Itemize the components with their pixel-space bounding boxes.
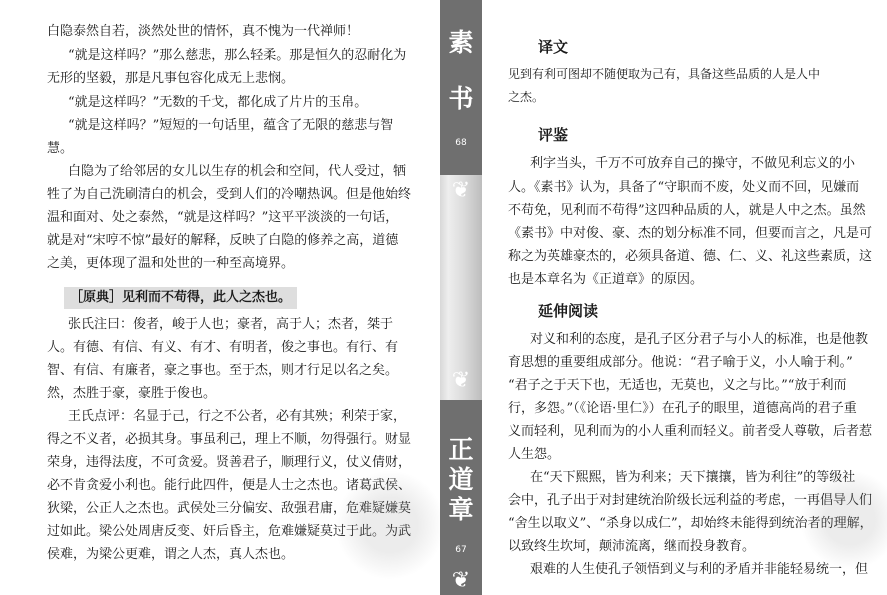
left-page	[0, 0, 440, 595]
text-line: “就是这样吗？”无数的千戈，都化成了片片的玉帛。	[68, 95, 368, 110]
text-line: 温和面对、处之泰然，“就是这样吗？”这平平淡淡的一句话，	[47, 210, 399, 225]
spine-title-char: 素	[448, 28, 474, 57]
section-heading-translation: 译文	[538, 38, 569, 56]
text-line: 会中，孔子出于对封建统治阶级长远利益的考虑，一再倡导人们	[508, 493, 873, 508]
text-line: 艰难的人生使孔子领悟到义与利的矛盾并非能轻易统一，但	[530, 562, 869, 577]
text-line: “就是这样吗？”短短的一句话里，蕴含了无限的慈悲与智	[68, 118, 394, 133]
text-line: 白隐为了给邻居的女儿以生存的机会和空间，代人受过，牺	[68, 164, 407, 179]
text-line: 慧。	[47, 141, 74, 156]
cloud-ornament-icon: ❦	[451, 568, 471, 593]
text-line: “君子之于天下也，无适也，无莫也，义之与比。”“放于利而	[508, 378, 847, 393]
watermark-seal	[800, 470, 887, 570]
text-line: 不苟免，见利而不苟得”这四种品质的人，就是人中之杰。虽然	[508, 203, 866, 218]
text-line: 人。《素书》认为，具备了“守职而不废，处义而不回，见嫌而	[508, 180, 860, 195]
source-text-heading: ［原典］见利而不苟得，此人之杰也。	[64, 287, 297, 309]
text-line: 以致终生坎坷，颠沛流离，继而投身教育。	[508, 539, 756, 554]
text-line: 王氏点评：名显于己，行之不公者，必有其殃；利荣于家，	[68, 409, 407, 424]
cloud-ornament-icon: ❦	[451, 178, 471, 203]
text-line: 人生怨。	[508, 447, 561, 462]
chapter-title-char: 道	[448, 465, 474, 494]
text-line: 见到有利可图却不随便取为己有，具备这些品质的人是人中	[508, 67, 821, 81]
text-line: 在“天下熙熙，皆为利来；天下攘攘，皆为利往”的等级社	[530, 470, 856, 485]
section-heading-commentary: 评鉴	[538, 126, 569, 144]
text-line: 智、有信、有廉者，豪之事也。至于杰，则才行足以名之矣。	[47, 363, 399, 378]
text-line: 称之为英雄豪杰的，必须具备道、德、仁、义、礼这些素质，这	[508, 249, 873, 264]
text-line: 然，杰胜于豪，豪胜于俊也。	[47, 386, 217, 401]
text-line: 之杰。	[508, 90, 545, 104]
text-line: “舍生以取义”、“杀身以成仁”，却始终未能得到统治者的理解，	[508, 516, 873, 531]
text-line: 牲了为自己洗刷清白的机会，受到人们的冷嘲热讽。但是他始终	[47, 187, 412, 202]
text-line: 必不肯贪爱小利也。能行此四件，便是人士之杰也。诸葛武侯、	[47, 478, 412, 493]
text-line: 得之不义者，必损其身。事虽利己，理上不顺，勿得强行。财显	[47, 432, 412, 447]
text-line: “就是这样吗？”那么慈悲，那么轻柔。那是恒久的忍耐化为	[68, 48, 407, 63]
text-line: 过如此。梁公处周唐反变、奸后昏主，危难嫌疑莫过于此。为武	[47, 524, 412, 539]
book-spine	[440, 0, 482, 595]
text-line: 也是本章名为《正道章》的原因。	[508, 272, 704, 287]
text-line: 无形的坚毅，那是凡事包容化成无上悲悯。	[47, 71, 295, 86]
page-number: 68	[455, 138, 467, 148]
text-line: 人。有德、有信、有义、有才、有明者，俊之事也。有行、有	[47, 340, 399, 355]
text-line: 狄梁，公正人之杰也。武侯处三分偏安、敌强君庸，危难疑嫌莫	[47, 501, 412, 516]
watermark-seal	[335, 470, 440, 580]
chapter-title-char: 章	[448, 495, 474, 524]
text-line: 行，多怨。”（《论语·里仁》）在孔子的眼里，道德高尚的君子重	[508, 401, 857, 416]
text-line: 侯难，为梁公更难，谓之人杰，真人杰也。	[47, 547, 295, 562]
text-line: 白隐泰然自若，淡然处世的情怀，真不愧为一代禅师！	[47, 24, 360, 39]
page-number: 67	[455, 545, 467, 555]
spine-title-char: 书	[448, 84, 474, 113]
text-line: 对义和利的态度，是孔子区分君子与小人的标准，也是他教	[530, 332, 869, 347]
text-line: 育思想的重要组成部分。他说：“君子喻于义，小人喻于利。”	[508, 355, 853, 370]
text-line: 利字当头，千万不可放弃自己的操守，不做见利忘义的小	[530, 156, 856, 171]
cloud-ornament-icon: ❦	[451, 368, 471, 393]
text-line: 荣身，违得法度，不可贪爱。贤善君子，顺理行义，仗义倩财，	[47, 455, 412, 470]
text-line: 《素书》中对俊、豪、杰的划分标准不同，但要而言之，凡是可	[508, 226, 873, 241]
chapter-title-char: 正	[448, 435, 474, 464]
text-line: 之美，更体现了温和处世的一种至高境界。	[47, 256, 295, 271]
text-line: 就是对“宋哼不惊”最好的解释，反映了白隐的修养之高，道德	[47, 233, 399, 248]
text-line: 张氏注曰：俊者，峻于人也；豪者，高于人；杰者，桀于	[68, 317, 394, 332]
section-heading-extended-reading: 延伸阅读	[538, 302, 599, 320]
text-line: 义而轻利，见利而为的小人重利而轻义。前者受人尊敬，后者惹	[508, 424, 873, 439]
